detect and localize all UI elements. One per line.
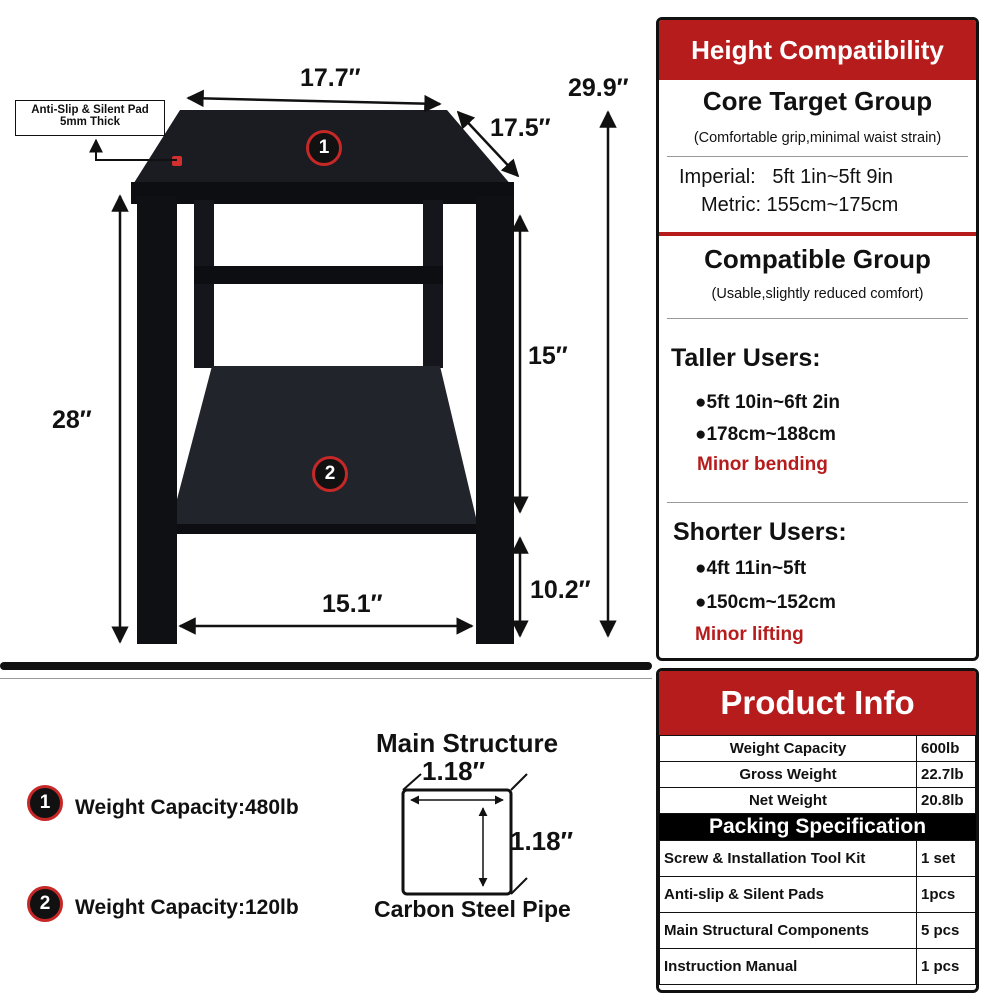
packing-value: 1pcs [917,877,976,913]
divider-thin [0,678,652,679]
spec-value: 20.8lb [917,788,976,814]
shorter-users-metric: ●150cm~152cm [695,592,836,613]
product-info-panel [656,668,979,993]
back-crossbar [194,266,443,284]
table-row [660,949,976,985]
shorter-users-imperial: ●4ft 11in~5ft [695,558,807,579]
packing-value: 1 pcs [917,949,976,985]
bottom-width-label: 15.1″ [322,590,383,618]
compatible-group-subtitle: (Usable,slightly reduced comfort) [711,286,924,302]
leg-height-label: 28″ [52,406,92,434]
divider-thick [0,662,652,670]
packing-label: Instruction Manual [660,949,917,985]
product-info-table [659,735,976,814]
clearance-label: 10.2″ [530,576,591,604]
capacity-top-text: Weight Capacity:480lb [75,796,299,819]
table-row [660,841,976,877]
bottom-shelf [170,366,478,526]
shelf-gap-label: 15″ [528,342,568,370]
height-panel-title: Height Compatibility [659,20,976,80]
taller-users-metric: ●178cm~188cm [695,424,836,445]
core-metric: Metric: 155cm~175cm [701,194,899,216]
front-leg-right [476,196,514,644]
product-info-title: Product Info [659,671,976,735]
taller-users-note: Minor bending [697,454,828,475]
height-compatibility-panel [656,17,979,661]
table-row [660,762,976,788]
core-group-subtitle: (Comfortable grip,minimal waist strain) [693,130,942,146]
spec-value: 22.7lb [917,762,976,788]
pipe-title: Main Structure [376,728,559,758]
total-height-label: 29.9″ [568,74,629,102]
pipe-caption: Carbon Steel Pipe [374,896,571,922]
spec-label: Net Weight [660,788,917,814]
core-group-title: Core Target Group [702,86,933,116]
spec-label: Weight Capacity [660,736,917,762]
packing-label: Screw & Installation Tool Kit [660,841,917,877]
packing-label: Anti-slip & Silent Pads [660,877,917,913]
marker-bottom-shelf: 2 [312,456,348,492]
packing-label: Main Structural Components [660,913,917,949]
spec-value: 600lb [917,736,976,762]
table-row [660,913,976,949]
core-imperial: Imperial: 5ft 1in~5ft 9in [679,166,894,188]
packing-table [659,840,976,985]
width-label: 17.7″ [300,64,361,92]
spec-label: Gross Weight [660,762,917,788]
capacity-bottom-text: Weight Capacity:120lb [75,896,299,919]
table-row [660,788,976,814]
taller-users-title: Taller Users: [671,344,821,372]
table-row [660,736,976,762]
pad-label-box [15,100,165,136]
table-row [660,877,976,913]
packing-value: 5 pcs [917,913,976,949]
pad-label-line1: Anti-Slip & Silent Pad [31,104,149,116]
capacity-marker-2: 2 [27,886,63,922]
shorter-users-title: Shorter Users: [673,518,847,546]
shorter-users-note: Minor lifting [695,624,804,645]
top-frame [131,182,514,204]
packing-value: 1 set [917,841,976,877]
front-leg-left [137,196,177,644]
pipe-height-label: 1.18″ [510,826,574,856]
depth-label: 17.5″ [490,114,551,142]
marker-top-shelf: 1 [306,130,342,166]
pipe-width-label: 1.18″ [422,756,486,786]
taller-users-imperial: ●5ft 10in~6ft 2in [695,392,841,413]
compatible-group-title: Compatible Group [704,244,931,274]
pad-label-line2: 5mm Thick [59,116,121,128]
capacity-marker-1: 1 [27,785,63,821]
packing-spec-title: Packing Specification [659,814,976,840]
stand-illustration [0,0,650,660]
